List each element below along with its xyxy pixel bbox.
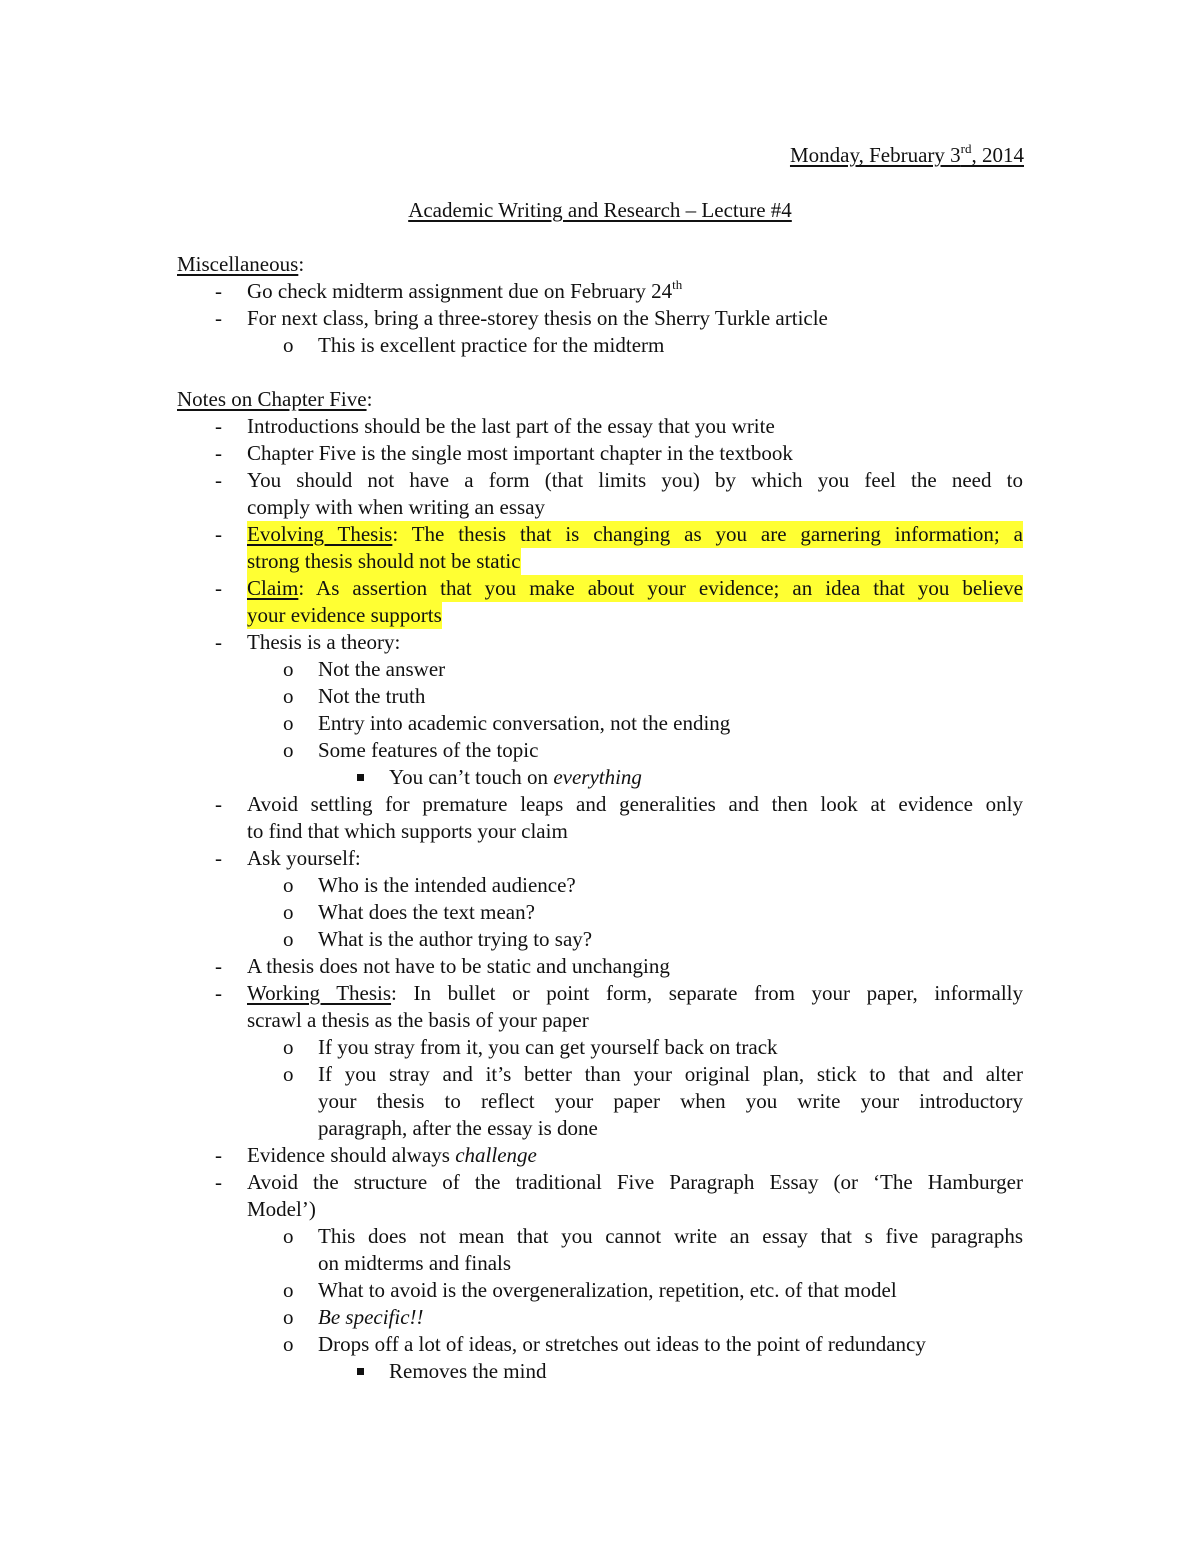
document-title: Academic Writing and Research – Lecture #4 (408, 198, 792, 222)
list-item-continuation: strong thesis should not be static (247, 549, 521, 573)
list-item: Not the truth (318, 684, 426, 708)
dash-marker: - (215, 306, 222, 330)
evolving-thesis-definition: Evolving Thesis: The thesis that is changing as you are garnering information; a (247, 522, 1023, 546)
list-item-continuation: your evidence supports (247, 603, 442, 627)
list-item: Who is the intended audience? (318, 873, 576, 897)
circle-marker: o (283, 1035, 294, 1059)
list-item: This does not mean that you cannot write an essay that s five paragraphs (318, 1224, 1023, 1248)
section-heading-notes: Notes on Chapter Five: (177, 387, 373, 411)
list-item-continuation: comply with when writing an essay (247, 495, 546, 519)
list-item: Removes the mind (389, 1359, 547, 1383)
list-item: Introductions should be the last part of the essay that you write (247, 414, 775, 438)
dash-marker: - (215, 468, 222, 492)
list-item-continuation: your thesis to reflect your paper when you write your introductory (318, 1089, 1023, 1113)
list-item: Entry into academic conversation, not the ending (318, 711, 731, 735)
dash-marker: - (215, 441, 222, 465)
circle-marker: o (283, 900, 294, 924)
dash-marker: - (215, 576, 222, 600)
circle-marker: o (283, 738, 294, 762)
dash-marker: - (215, 792, 222, 816)
list-item: If you stray and it’s better than your original plan, stick to that and alter (318, 1062, 1023, 1086)
list-item: What is the author trying to say? (318, 927, 593, 951)
circle-marker: o (283, 333, 294, 357)
circle-marker: o (283, 873, 294, 897)
list-item: Not the answer (318, 657, 446, 681)
list-item: You should not have a form (that limits you) by which you feel the need to (247, 468, 1023, 492)
list-item: This is excellent practice for the midterm (318, 333, 665, 357)
circle-marker: o (283, 711, 294, 735)
list-item: If you stray from it, you can get yourself back on track (318, 1035, 778, 1059)
list-item: What to avoid is the overgeneralization, repetition, etc. of that model (318, 1278, 897, 1302)
list-item: Avoid the structure of the traditional Five Paragraph Essay (or ‘The Hamburger (247, 1170, 1023, 1194)
list-item: Chapter Five is the single most important chapter in the textbook (247, 441, 793, 465)
list-item: Thesis is a theory: (247, 630, 401, 654)
circle-marker: o (283, 1332, 294, 1356)
list-item: Evidence should always challenge (247, 1143, 537, 1167)
list-item: Be specific!! (318, 1305, 424, 1329)
list-item-continuation: paragraph, after the essay is done (318, 1116, 598, 1140)
list-item: A thesis does not have to be static and unchanging (247, 954, 670, 978)
list-item-continuation: on midterms and finals (318, 1251, 512, 1275)
list-item: Go check midterm assignment due on February 24th (247, 277, 683, 303)
list-item: Some features of the topic (318, 738, 539, 762)
claim-definition: Claim: As assertion that you make about your evidence; an idea that you believe (247, 576, 1023, 600)
section-heading-misc: Miscellaneous: (177, 252, 305, 276)
square-bullet-icon (357, 774, 364, 781)
dash-marker: - (215, 846, 222, 870)
list-item: What does the text mean? (318, 900, 535, 924)
list-item-continuation: scrawl a thesis as the basis of your paper (247, 1008, 589, 1032)
circle-marker: o (283, 1278, 294, 1302)
dash-marker: - (215, 522, 222, 546)
circle-marker: o (283, 657, 294, 681)
square-bullet-icon (357, 1368, 364, 1375)
dash-marker: - (215, 414, 222, 438)
dash-marker: - (215, 1143, 222, 1167)
list-item: Avoid settling for premature leaps and generalities and then look at evidence only (247, 792, 1023, 816)
list-item: You can’t touch on everything (389, 765, 642, 789)
circle-marker: o (283, 1224, 294, 1248)
document-date: Monday, February 3rd, 2014 (789, 141, 1024, 167)
dash-marker: - (215, 954, 222, 978)
working-thesis-definition: Working Thesis: In bullet or point form, separate from your paper, informally (247, 981, 1023, 1005)
list-item: Drops off a lot of ideas, or stretches out ideas to the point of redundancy (318, 1332, 926, 1356)
list-item: For next class, bring a three-storey thesis on the Sherry Turkle article (247, 306, 828, 330)
circle-marker: o (283, 684, 294, 708)
dash-marker: - (215, 1170, 222, 1194)
dash-marker: - (215, 981, 222, 1005)
dash-marker: - (215, 279, 222, 303)
circle-marker: o (283, 927, 294, 951)
circle-marker: o (283, 1062, 294, 1086)
list-item: Ask yourself: (247, 846, 361, 870)
list-item-continuation: Model’) (247, 1197, 316, 1221)
list-item-continuation: to find that which supports your claim (247, 819, 568, 843)
dash-marker: - (215, 630, 222, 654)
circle-marker: o (283, 1305, 294, 1329)
